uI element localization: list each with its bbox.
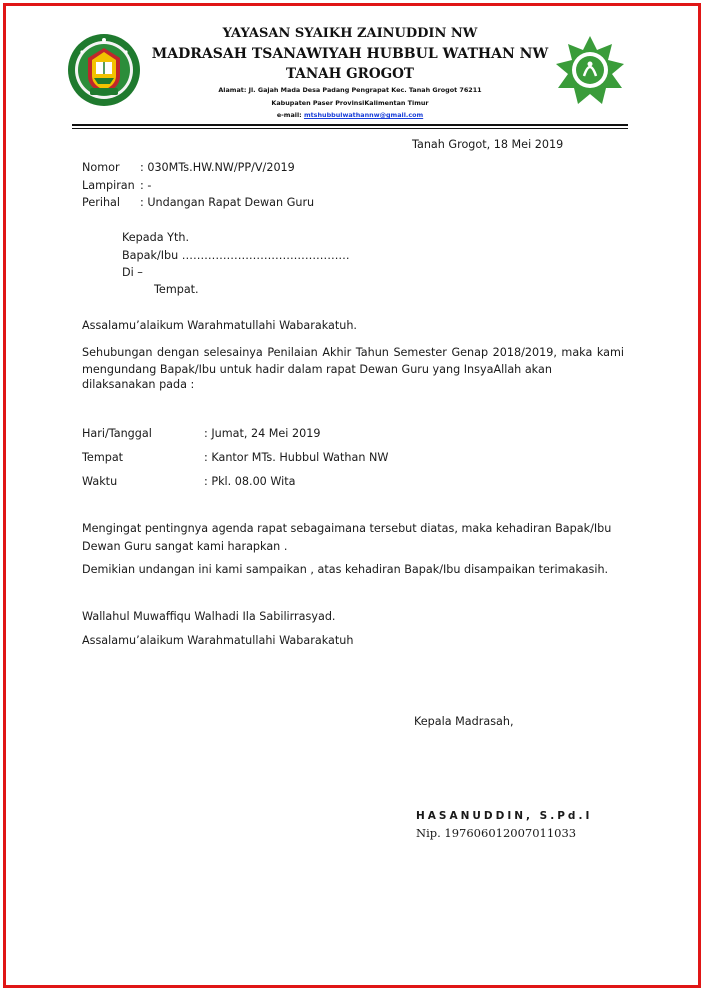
header-rule-thin <box>72 128 628 129</box>
school-logo-left <box>66 32 142 108</box>
header-foundation: YAYASAN SYAIKH ZAINUDDIN NW <box>222 26 478 41</box>
nw-logo-right <box>552 32 628 108</box>
detail-label-date: Hari/Tanggal <box>82 427 152 440</box>
lampiran-label: Lampiran <box>82 179 135 192</box>
email-link[interactable]: mtshubbulwathannw@gmail.com <box>303 111 424 119</box>
lampiran-value: : - <box>140 179 152 192</box>
closing-phrase: Wallahul Muwaffiqu Walhadi Ila Sabilirrasyad. <box>82 610 336 623</box>
paragraph-2-line2: Dewan Guru sangat kami harapkan . <box>82 540 288 553</box>
detail-value-date: : Jumat, 24 Mei 2019 <box>204 427 321 440</box>
detail-value-place: : Kantor MTs. Hubbul Wathan NW <box>204 451 389 464</box>
header-region: Kabupaten Paser ProvinsiKalimentan Timur <box>271 99 429 107</box>
signature-nip: Nip. 197606012007011033 <box>416 826 577 840</box>
paragraph-1-end: dilaksanakan pada : <box>82 378 195 391</box>
paragraph-2-line1: Mengingat pentingnya agenda rapat sebagaimana tersebut diatas, maka kehadiran Bapak/Ibu <box>82 522 612 535</box>
recipient-line1: Kepada Yth. <box>122 231 189 244</box>
paragraph-1: Sehubungan dengan selesainya Penilaian Akhir Tahun Semester Genap 2018/2019, maka kami mengundang Bapak/Ibu untuk hadir dalam rapat Dewan Guru yang InsyaAllah akan <box>82 346 624 376</box>
header-city: TANAH GROGOT <box>286 66 414 82</box>
greeting: Assalamu’alaikum Warahmatullahi Wabarakatuh. <box>82 319 357 332</box>
signature-name: HASANUDDIN, S.Pd.I <box>416 810 593 822</box>
detail-value-time: : Pkl. 08.00 Wita <box>204 475 296 488</box>
closing-greeting: Assalamu’alaikum Warahmatullahi Wabarakatuh <box>82 634 354 647</box>
perihal-value: : Undangan Rapat Dewan Guru <box>140 196 315 209</box>
letter-date: Tanah Grogot, 18 Mei 2019 <box>412 138 564 151</box>
recipient-line2: Bapak/Ibu ……………………………………… <box>122 249 350 262</box>
signature-title: Kepala Madrasah, <box>414 715 514 728</box>
detail-label-time: Waktu <box>82 475 118 488</box>
email-label: e-mail: <box>276 111 302 119</box>
paragraph-3: Demikian undangan ini kami sampaikan , atas kehadiran Bapak/Ibu disampaikan terimakasih. <box>82 563 609 576</box>
header-rule-thick <box>72 124 628 126</box>
detail-label-place: Tempat <box>82 451 124 464</box>
nomor-label: Nomor <box>82 161 120 174</box>
header-email-line <box>150 111 550 119</box>
recipient-line4: Tempat. <box>154 283 199 296</box>
perihal-label: Perihal <box>82 196 120 209</box>
header-address: Alamat: Jl. Gajah Mada Desa Padang Pengrapat Kec. Tanah Grogot 76211 <box>218 86 482 94</box>
recipient-line3: Di – <box>122 266 143 279</box>
header-school: MADRASAH TSANAWIYAH HUBBUL WATHAN NW <box>151 46 549 62</box>
nomor-value: : 030MTs.HW.NW/PP/V/2019 <box>140 161 295 174</box>
